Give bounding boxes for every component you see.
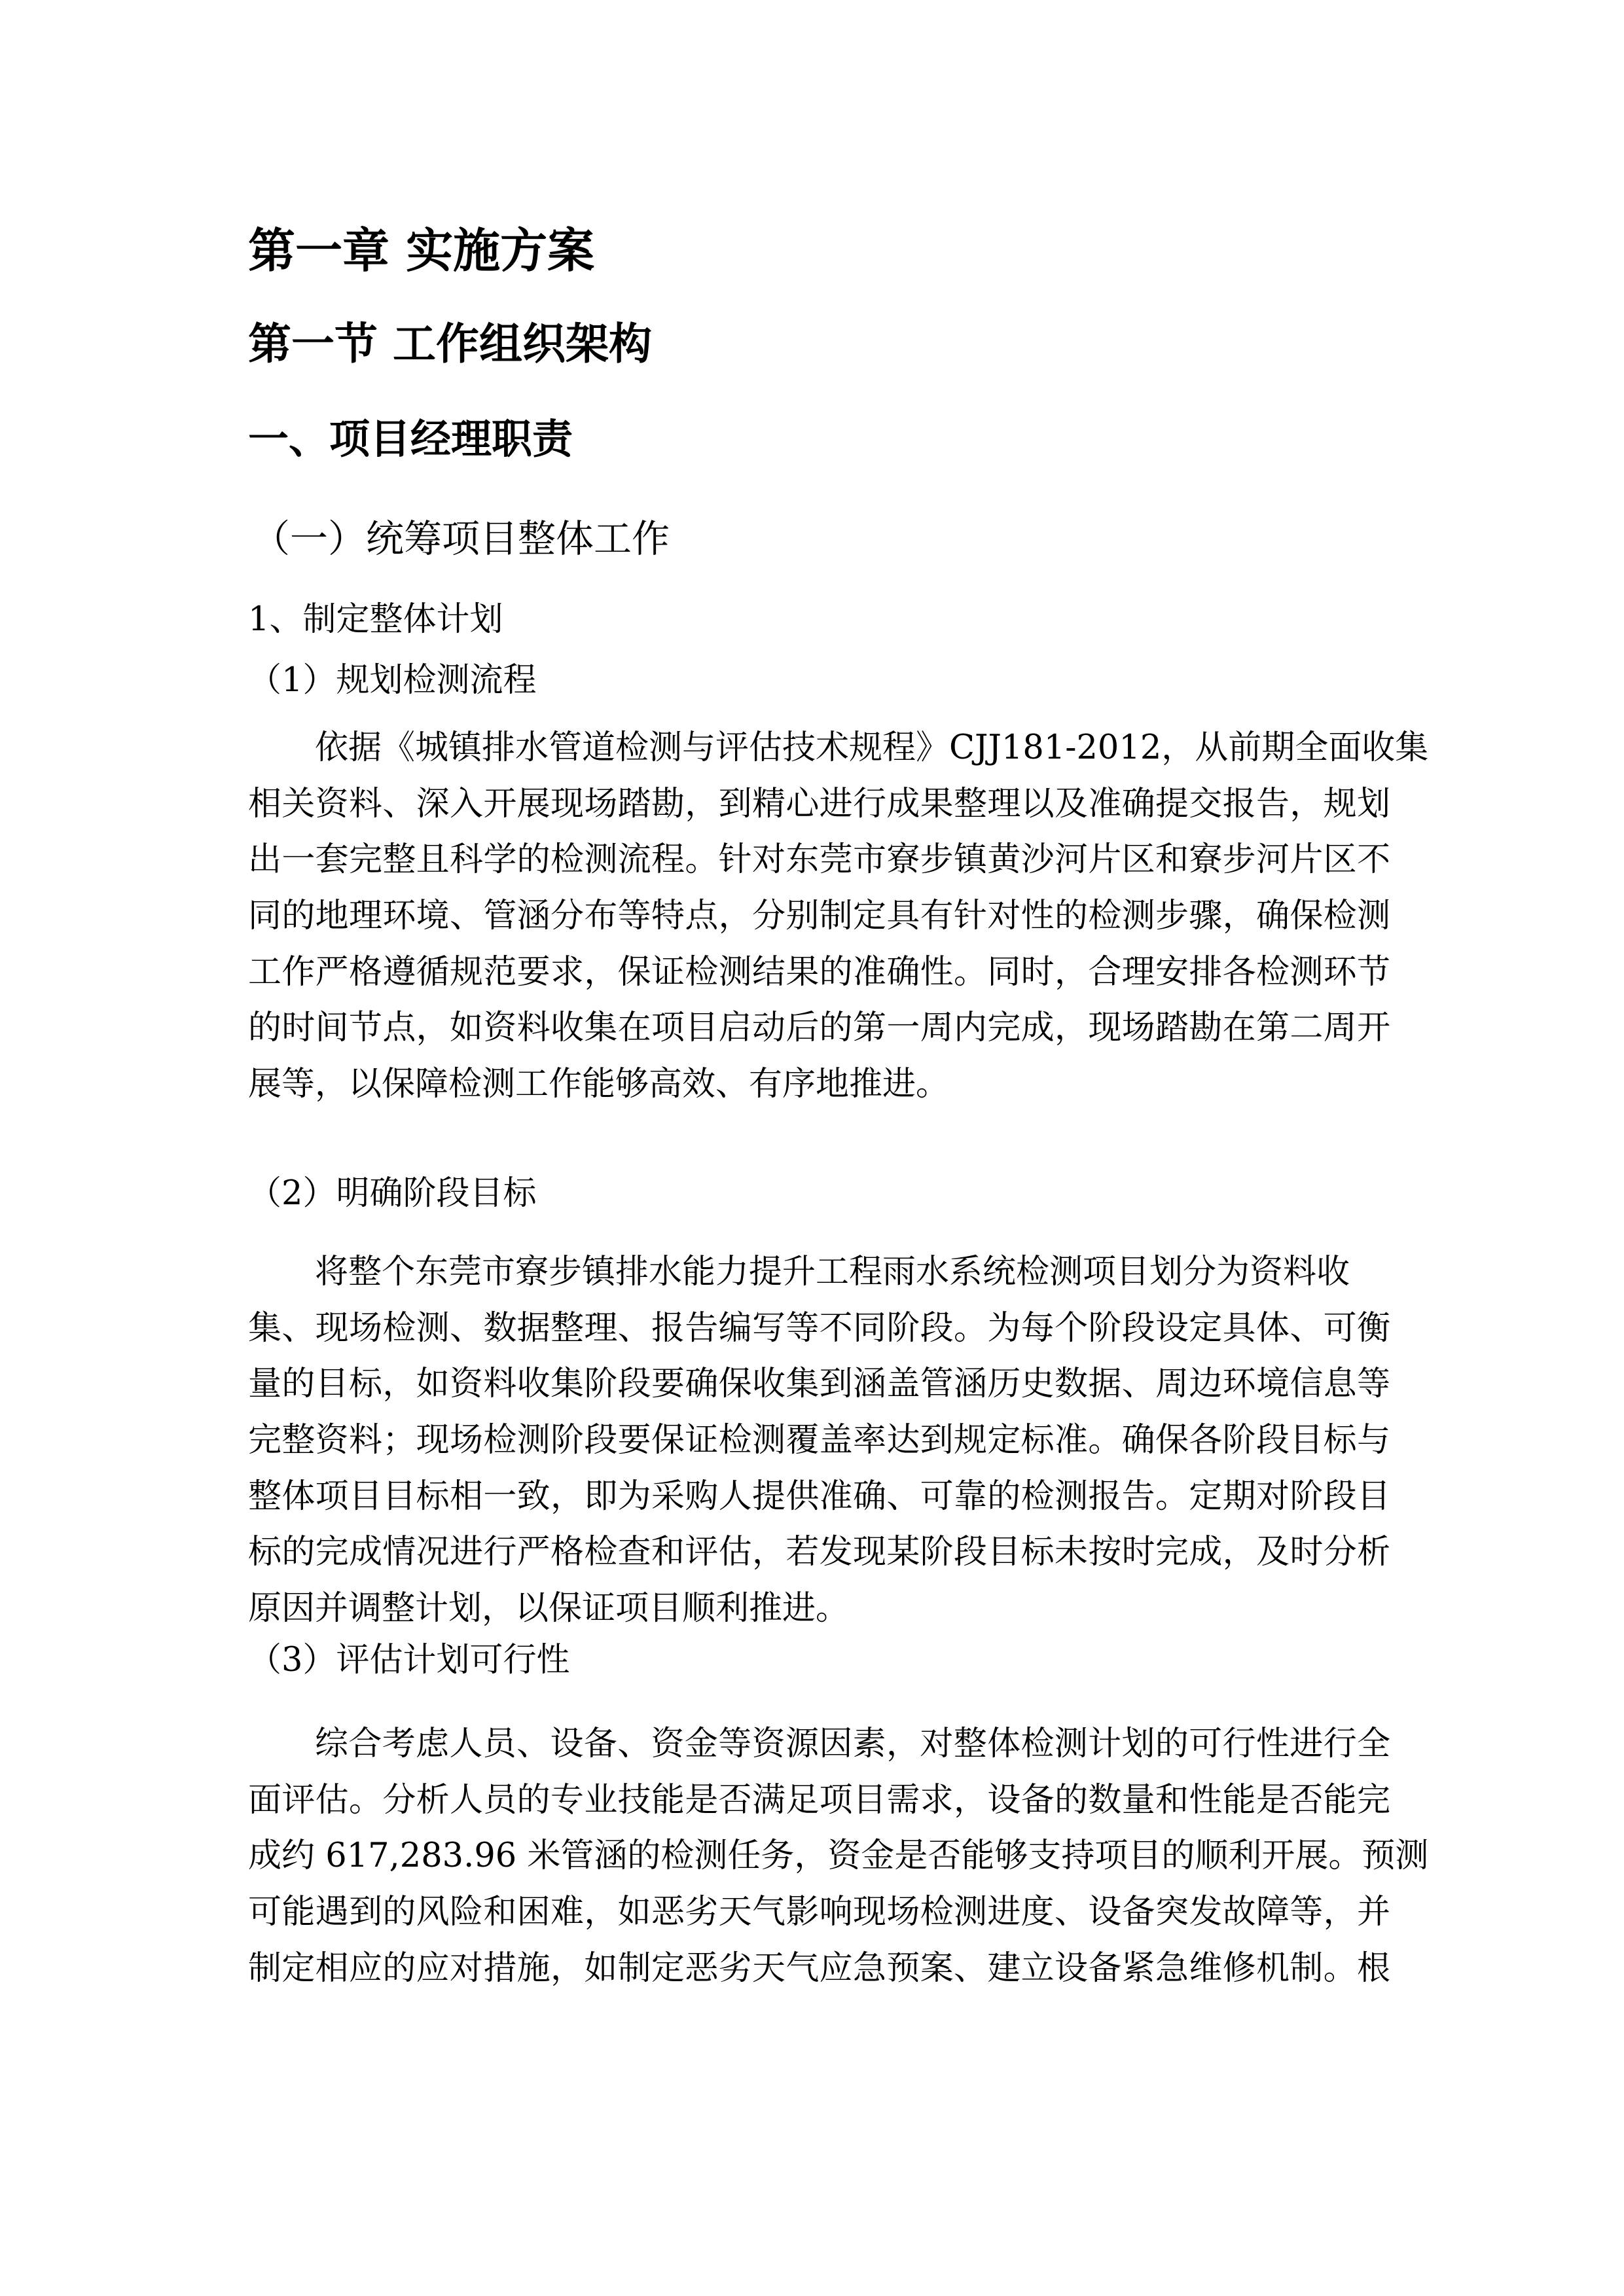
paragraph-stage-goals [248, 1244, 1390, 1637]
paragraph-line: 原因并调整计划，以保证项目顺利推进。 [248, 1589, 850, 1628]
paragraph-line: 同的地理环境、管涵分布等特点，分别制定具有针对性的检测步骤，确保检测 [248, 897, 1390, 936]
subitem-feasibility: （3）评估计划可行性 [248, 1641, 570, 1679]
chapter-title: 第一章 实施方案 [248, 223, 595, 278]
paragraph-line: 依据《城镇排水管道检测与评估技术规程》CJJ181-2012，从前期全面收集 [315, 728, 1429, 767]
paragraph-line: 集、现场检测、数据整理、报告编写等不同阶段。为每个阶段设定具体、可衡 [248, 1308, 1390, 1348]
paragraph-line: 面评估。分析人员的专业技能是否满足项目需求，设备的数量和性能是否能完 [248, 1780, 1390, 1820]
subitem-stage-goals: （2）明确阶段目标 [248, 1174, 537, 1213]
section-title: 第一节 工作组织架构 [248, 318, 652, 369]
paragraph-line: 展等，以保障检测工作能够高效、有序地推进。 [248, 1065, 950, 1104]
paragraph-line: 制定相应的应对措施，如制定恶劣天气应急预案、建立设备紧急维修机制。根 [248, 1948, 1390, 1988]
paragraph-line: 完整资料；现场检测阶段要保证检测覆盖率达到规定标准。确保各阶段目标与 [248, 1421, 1390, 1460]
paragraph-plan-process [248, 720, 1429, 1113]
item-overall-plan: 1、制定整体计划 [248, 600, 503, 639]
subitem-plan-process: （1）规划检测流程 [248, 661, 537, 700]
paragraph-line: 成约 617,283.96 米管涵的检测任务，资金是否能够支持项目的顺利开展。预测 [248, 1837, 1429, 1876]
paragraph-line: 出一套完整且科学的检测流程。针对东莞市寮步镇黄沙河片区和寮步河片区不 [248, 840, 1390, 880]
heading-overall-coordination: （一）统筹项目整体工作 [252, 516, 670, 561]
paragraph-line: 量的目标，如资料收集阶段要确保收集到涵盖管涵历史数据、周边环境信息等 [248, 1365, 1390, 1404]
paragraph-line: 工作严格遵循规范要求，保证检测结果的准确性。同时，合理安排各检测环节 [248, 952, 1390, 992]
heading-project-manager-duties: 一、项目经理职责 [248, 415, 573, 463]
paragraph-line: 将整个东莞市寮步镇排水能力提升工程雨水系统检测项目划分为资料收 [315, 1253, 1350, 1291]
paragraph-line: 标的完成情况进行严格检查和评估，若发现某阶段目标未按时完成，及时分析 [248, 1533, 1390, 1572]
paragraph-line: 整体项目目标相一致，即为采购人提供准确、可靠的检测报告。定期对阶段目 [248, 1477, 1390, 1516]
paragraph-line: 相关资料、深入开展现场踏勘，到精心进行成果整理以及准确提交报告，规划 [248, 784, 1390, 823]
paragraph-line: 可能遇到的风险和困难，如恶劣天气影响现场检测进度、设备突发故障等，并 [248, 1893, 1390, 1932]
paragraph-feasibility [248, 1716, 1429, 1996]
paragraph-line: 的时间节点，如资料收集在项目启动后的第一周内完成，现场踏勘在第二周开 [248, 1009, 1390, 1048]
paragraph-line: 综合考虑人员、设备、资金等资源因素，对整体检测计划的可行性进行全 [315, 1725, 1390, 1763]
